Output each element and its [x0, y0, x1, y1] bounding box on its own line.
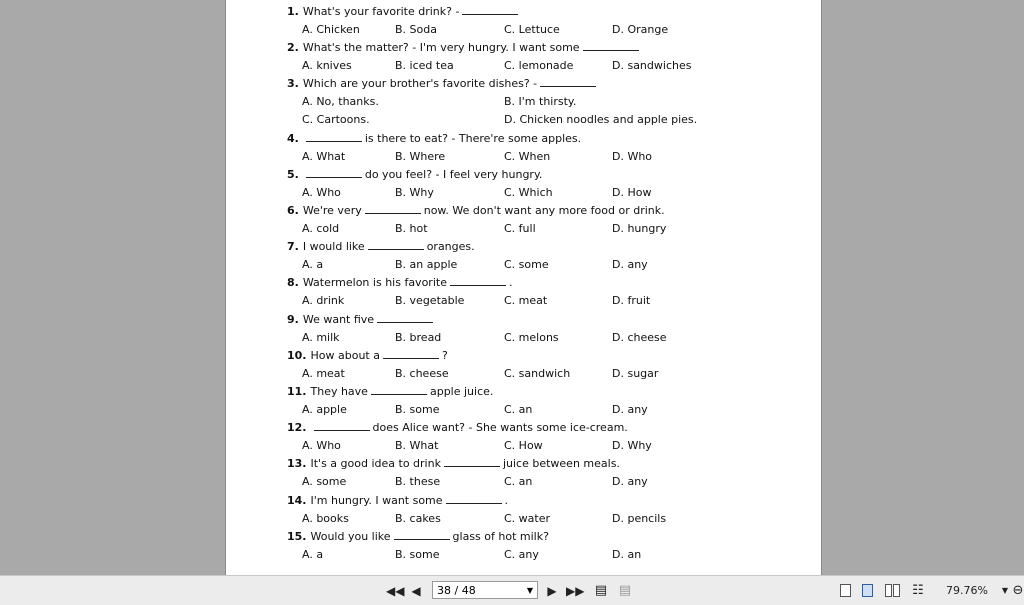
answer-blank — [462, 5, 518, 15]
question-number: 13. — [287, 457, 307, 471]
answer-option: D. cheese — [612, 330, 667, 344]
answer-blank — [306, 132, 362, 142]
answer-option: C. an — [504, 403, 533, 416]
answer-option: B. What — [395, 439, 439, 453]
question-line — [287, 276, 512, 289]
answer-option: B. vegetable — [395, 294, 465, 308]
answer-option: A. No, thanks. — [302, 95, 379, 109]
answer-option: A. Chicken — [302, 23, 360, 36]
question-number: 12. — [287, 421, 307, 435]
answer-option: A. some — [302, 475, 347, 489]
zoom-dropdown-icon[interactable]: ▼ — [1001, 586, 1009, 595]
answer-option: B. iced tea — [395, 59, 454, 73]
question-number: 7. — [287, 240, 299, 254]
answer-option: A. cold — [302, 222, 340, 235]
question-text: We're very — [302, 204, 362, 217]
answer-option: C. Lettuce — [504, 23, 560, 36]
question-line — [287, 457, 620, 470]
question-text: glass of hot milk? — [452, 529, 549, 543]
answer-blank — [371, 385, 427, 395]
answer-option: C. meat — [504, 294, 548, 308]
question-text: do you feel? - I feel very hungry. — [364, 167, 543, 181]
answer-option: B. hot — [395, 222, 428, 235]
fit-width-icon[interactable]: ▤ — [618, 583, 632, 598]
answer-option: D. pencils — [612, 511, 667, 525]
last-page-icon[interactable]: ▶▶ — [566, 584, 585, 598]
question-number: 14. — [287, 493, 307, 507]
question-text: They have — [310, 385, 368, 398]
answer-option: B. Where — [395, 149, 446, 163]
answer-option: A. milk — [302, 330, 340, 344]
answer-option: C. melons — [504, 330, 559, 344]
question-text: apple juice. — [429, 385, 494, 398]
answer-blank — [446, 494, 502, 504]
answer-option: A. knives — [302, 59, 352, 73]
question-text: We want five — [302, 312, 375, 326]
question-text: What's your favorite drink? - — [302, 5, 460, 18]
question-number: 2. — [287, 41, 299, 55]
answer-option: D. hungry — [612, 222, 667, 235]
question-text: oranges. — [426, 240, 475, 254]
question-text: now. We don't want any more food or drink. — [423, 204, 665, 217]
answer-option: C. sandwich — [504, 366, 571, 380]
continuous-page-icon[interactable] — [862, 584, 873, 597]
answer-option: D. an — [612, 547, 642, 561]
question-line — [287, 349, 448, 362]
question-text: ? — [441, 348, 448, 362]
answer-option: B. Why — [395, 185, 434, 199]
answer-blank — [450, 276, 506, 286]
answer-option: D. sugar — [612, 366, 659, 380]
question-number: 3. — [287, 77, 299, 91]
answer-option: D. Orange — [612, 23, 669, 36]
next-page-icon[interactable]: ▶ — [547, 584, 557, 598]
answer-option: A. a — [302, 258, 324, 272]
question-line — [287, 530, 549, 543]
continuous-facing-icon[interactable]: ☷ — [912, 583, 924, 598]
bottom-toolbar — [0, 575, 1024, 605]
zoom-level[interactable]: 79.76% — [946, 584, 988, 597]
answer-option: B. some — [395, 403, 440, 416]
answer-blank — [314, 421, 370, 431]
question-number: 15. — [287, 529, 307, 543]
answer-blank — [365, 204, 421, 214]
answer-option: B. Soda — [395, 23, 437, 36]
answer-option: A. meat — [302, 366, 345, 380]
answer-option: C. Which — [504, 185, 553, 199]
question-text: Would you like — [310, 529, 391, 543]
answer-option: B. these — [395, 475, 441, 489]
two-page-left-icon[interactable] — [885, 584, 892, 597]
answer-option: D. any — [612, 475, 648, 489]
answer-option: A. Who — [302, 439, 341, 453]
page-indicator: 38 / 48 — [437, 584, 476, 597]
question-line — [287, 494, 508, 507]
question-text: How about a — [310, 348, 380, 362]
answer-blank — [368, 240, 424, 250]
answer-option: A. Who — [302, 185, 341, 199]
answer-option: D. Chicken noodles and apple pies. — [504, 113, 698, 127]
answer-option: D. fruit — [612, 294, 651, 308]
question-number: 5. — [287, 167, 299, 181]
fit-page-icon[interactable]: ▤ — [594, 583, 608, 598]
question-text: I'm hungry. I want some — [310, 493, 443, 507]
question-text: juice between meals. — [502, 457, 620, 471]
first-page-icon[interactable]: ◀◀ — [386, 584, 405, 598]
question-line — [287, 385, 493, 398]
question-line — [287, 240, 475, 253]
zoom-out-icon[interactable]: ⊖ — [1012, 583, 1024, 598]
question-number: 8. — [287, 276, 299, 290]
question-line — [287, 77, 599, 90]
answer-option: A. books — [302, 511, 349, 525]
answer-blank — [394, 530, 450, 540]
answer-option: C. some — [504, 258, 549, 272]
question-text: . — [508, 276, 513, 290]
answer-option: A. apple — [302, 403, 347, 416]
answer-option: A. a — [302, 547, 324, 561]
answer-option: C. How — [504, 439, 543, 453]
question-text: does Alice want? - She wants some ice-cream. — [372, 421, 628, 435]
answer-blank — [444, 457, 500, 467]
answer-option: C. water — [504, 511, 551, 525]
answer-option: C. When — [504, 149, 551, 163]
answer-option: C. lemonade — [504, 59, 574, 73]
answer-blank — [540, 77, 596, 87]
question-line — [287, 421, 628, 434]
answer-option: B. cheese — [395, 366, 449, 380]
answer-option: D. any — [612, 403, 648, 416]
answer-option: B. an apple — [395, 258, 458, 272]
answer-option: B. cakes — [395, 511, 441, 525]
question-line — [287, 41, 642, 54]
answer-option: D. Who — [612, 149, 653, 163]
answer-option: D. How — [612, 185, 652, 199]
answer-option: C. any — [504, 547, 539, 561]
question-text: Which are your brother's favorite dishes? - — [302, 77, 538, 91]
question-text: It's a good idea to drink — [310, 457, 441, 471]
answer-option: C. Cartoons. — [302, 113, 370, 127]
question-line — [287, 313, 436, 326]
answer-option: B. bread — [395, 330, 442, 344]
answer-blank — [377, 313, 433, 323]
answer-blank — [383, 349, 439, 359]
answer-blank — [306, 168, 362, 178]
question-number: 11. — [287, 385, 307, 398]
answer-option: A. drink — [302, 294, 345, 308]
answer-option: D. sandwiches — [612, 59, 692, 73]
answer-option: D. any — [612, 258, 648, 272]
question-line — [287, 5, 521, 18]
answer-option: B. some — [395, 547, 440, 561]
question-line — [287, 168, 542, 181]
question-number: 4. — [287, 131, 299, 145]
chevron-down-icon: ▼ — [526, 586, 533, 595]
question-text: Watermelon is his favorite — [302, 276, 447, 290]
question-line — [287, 204, 665, 217]
answer-option: D. Why — [612, 439, 652, 453]
question-text: I would like — [302, 240, 365, 254]
two-page-right-icon[interactable] — [893, 584, 900, 597]
single-page-icon[interactable] — [840, 584, 851, 597]
question-number: 1. — [287, 5, 299, 18]
question-text: . — [504, 493, 509, 507]
answer-option: A. What — [302, 149, 346, 163]
answer-option: C. full — [504, 222, 536, 235]
question-number: 9. — [287, 312, 299, 326]
answer-option: C. an — [504, 475, 533, 489]
previous-page-icon[interactable]: ◀ — [411, 584, 421, 598]
question-text: is there to eat? - There're some apples. — [364, 131, 582, 145]
question-line — [287, 132, 581, 145]
page-number-select[interactable] — [432, 581, 538, 599]
question-number: 6. — [287, 204, 299, 217]
document-page — [225, 0, 822, 575]
answer-blank — [583, 41, 639, 51]
question-number: 10. — [287, 348, 307, 362]
answer-option: B. I'm thirsty. — [504, 95, 577, 109]
question-text: What's the matter? - I'm very hungry. I want some — [302, 41, 580, 55]
